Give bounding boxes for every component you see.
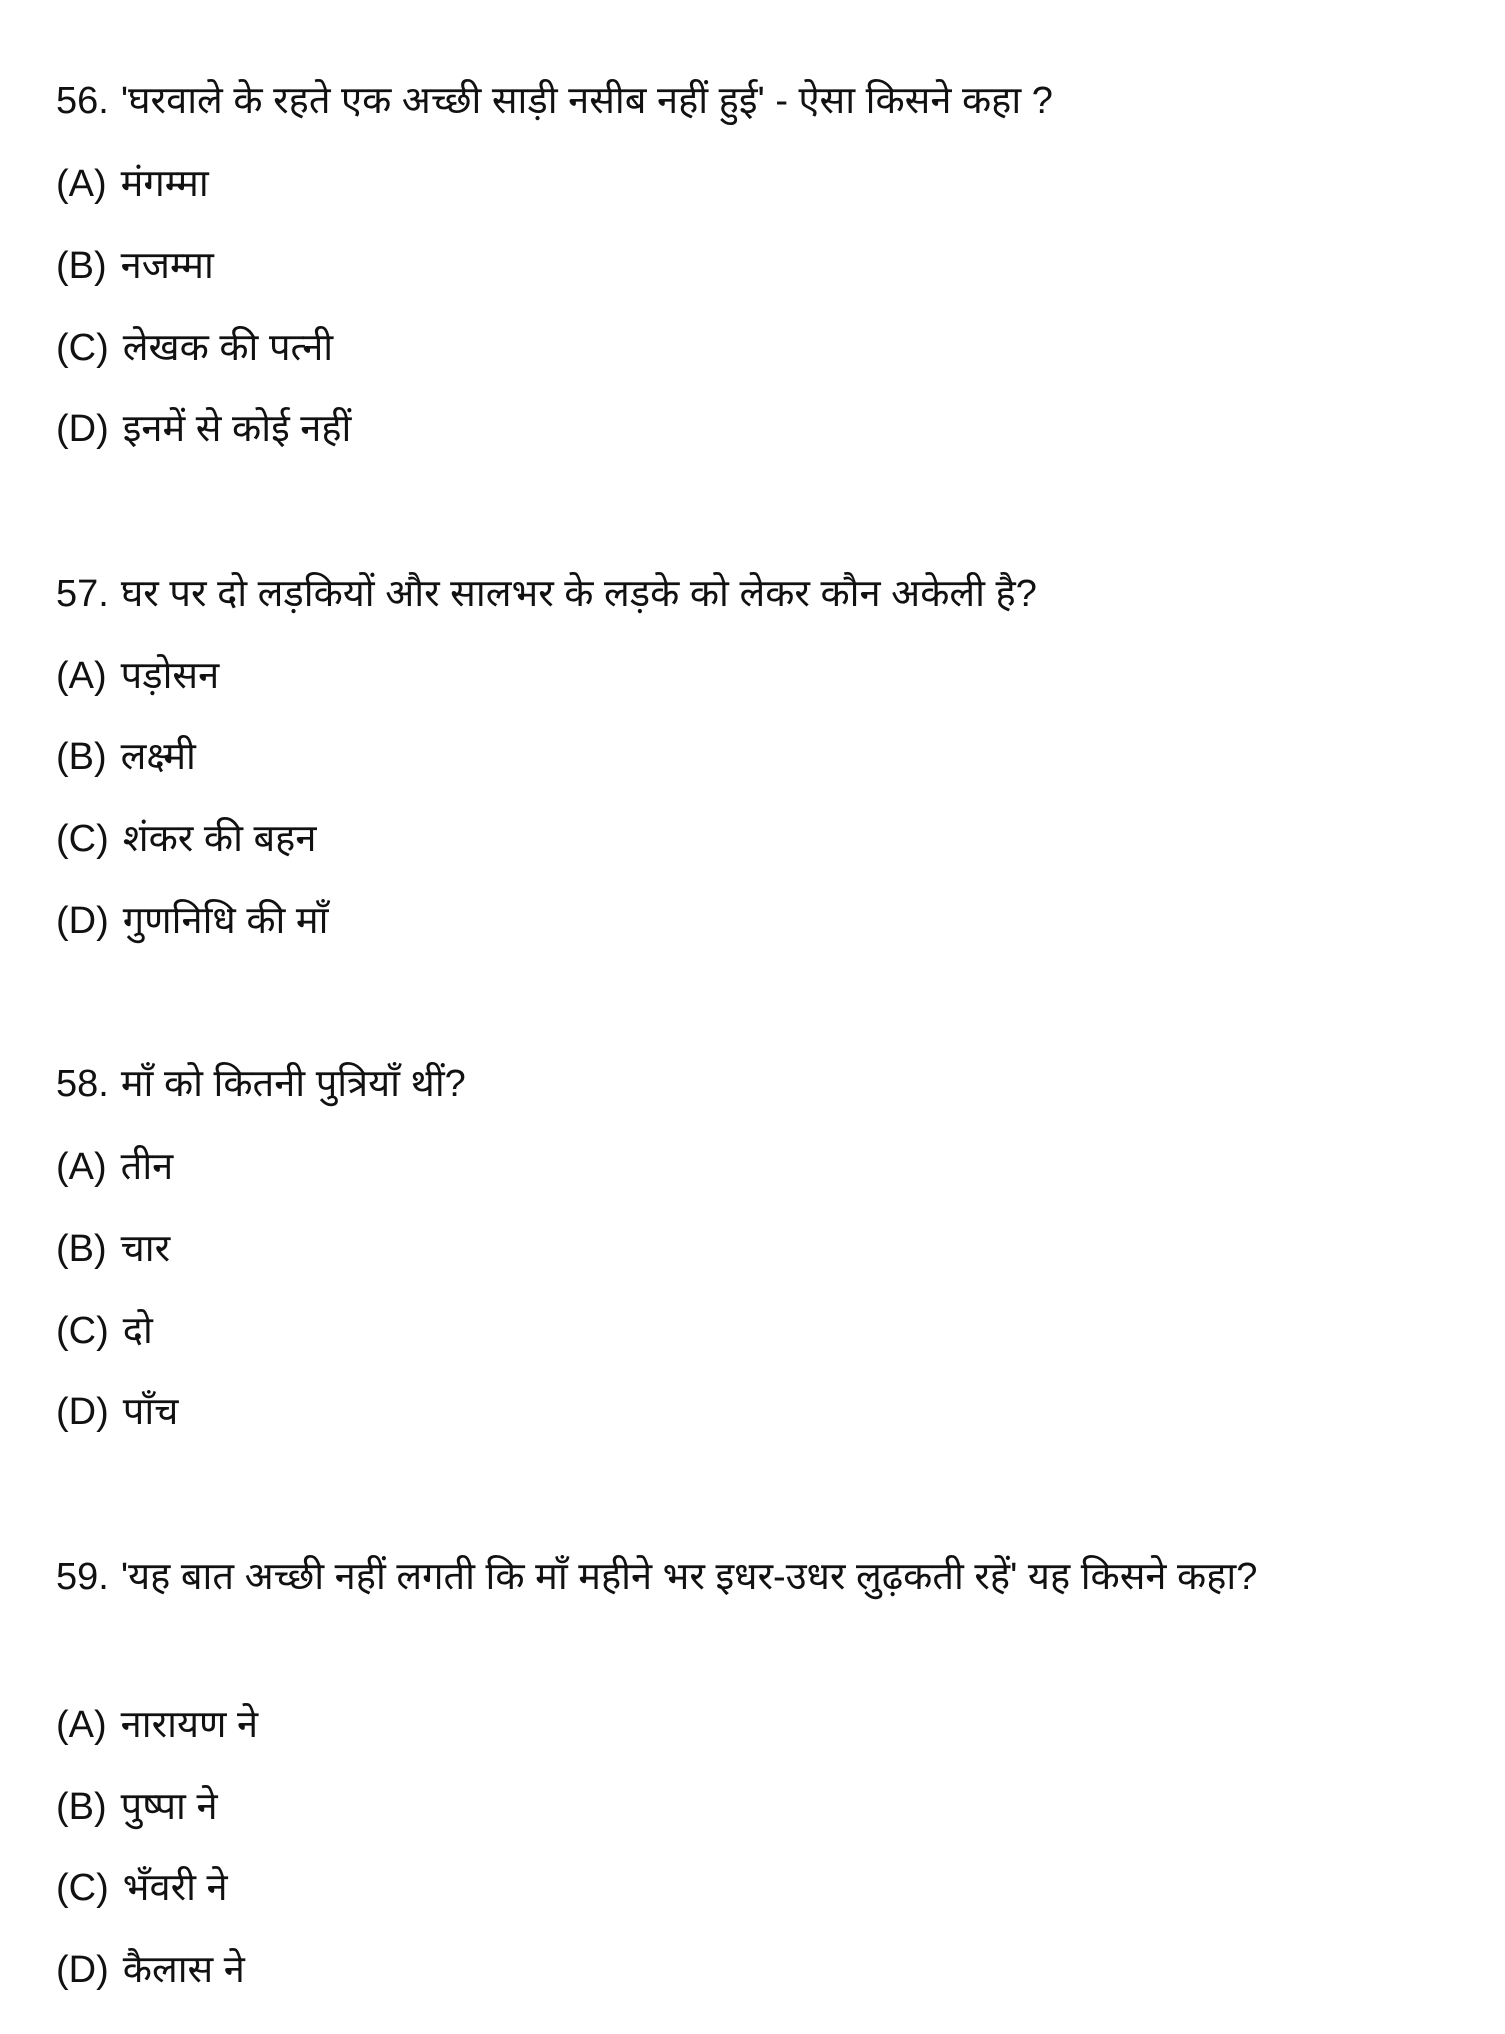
option-57-b	[56, 732, 196, 782]
question-text: 'यह बात अच्छी नहीं लगती कि माँ महीने भर इधर-उधर लुढ़कती रहें' यह किसने कहा?	[120, 1556, 1258, 1598]
option-label: (C)	[56, 327, 109, 369]
option-text: लक्ष्मी	[120, 736, 196, 778]
option-label: (A)	[56, 655, 107, 697]
option-label: (D)	[56, 408, 109, 450]
option-label: (B)	[56, 245, 107, 287]
question-58	[56, 1059, 466, 1109]
option-58-a	[56, 1142, 173, 1192]
option-text: मंगम्मा	[120, 163, 209, 205]
question-text: माँ को कितनी पुत्रियाँ थीं?	[120, 1063, 466, 1105]
option-label: (D)	[56, 1949, 109, 1991]
option-text: गुणनिधि की माँ	[122, 900, 329, 942]
option-text: पाँच	[122, 1391, 179, 1433]
option-text: इनमें से कोई नहीं	[122, 408, 352, 450]
option-56-c	[56, 323, 333, 373]
question-number: 59.	[56, 1556, 109, 1598]
option-text: दो	[122, 1310, 153, 1352]
option-text: भँवरी ने	[122, 1867, 228, 1909]
option-57-c	[56, 814, 316, 864]
option-label: (B)	[56, 1228, 107, 1270]
question-57	[56, 569, 1037, 619]
option-56-d	[56, 404, 351, 454]
option-text: पड़ोसन	[120, 655, 220, 697]
option-59-b	[56, 1782, 218, 1832]
option-label: (D)	[56, 900, 109, 942]
option-57-a	[56, 651, 219, 701]
question-number: 56.	[56, 80, 109, 122]
option-59-d	[56, 1945, 245, 1995]
option-label: (C)	[56, 1310, 109, 1352]
question-text: घर पर दो लड़कियों और सालभर के लड़के को लेकर कौन अकेली है?	[120, 573, 1037, 615]
option-text: नजम्मा	[120, 245, 214, 287]
option-text: नारायण ने	[120, 1704, 259, 1746]
question-number: 58.	[56, 1063, 109, 1105]
option-58-c	[56, 1306, 153, 1356]
option-58-b	[56, 1224, 170, 1274]
question-59	[56, 1542, 1456, 1612]
option-label: (A)	[56, 1704, 107, 1746]
option-label: (C)	[56, 1867, 109, 1909]
option-text: कैलास ने	[122, 1949, 245, 1991]
question-number: 57.	[56, 573, 109, 615]
option-56-a	[56, 159, 209, 209]
option-59-a	[56, 1700, 258, 1750]
option-label: (C)	[56, 818, 109, 860]
option-label: (D)	[56, 1391, 109, 1433]
question-text: 'घरवाले के रहते एक अच्छी साड़ी नसीब नहीं हुई' - ऐसा किसने कहा ?	[120, 80, 1053, 122]
question-56	[56, 76, 1053, 126]
option-57-d	[56, 896, 329, 946]
option-text: शंकर की बहन	[122, 818, 317, 860]
option-label: (B)	[56, 736, 107, 778]
option-text: लेखक की पत्नी	[122, 327, 334, 369]
option-text: तीन	[120, 1146, 174, 1188]
option-text: पुष्पा ने	[120, 1786, 218, 1828]
option-label: (A)	[56, 1146, 107, 1188]
option-56-b	[56, 241, 214, 291]
option-label: (A)	[56, 163, 107, 205]
option-58-d	[56, 1387, 178, 1437]
option-text: चार	[120, 1228, 171, 1270]
option-59-c	[56, 1863, 228, 1913]
option-label: (B)	[56, 1786, 107, 1828]
